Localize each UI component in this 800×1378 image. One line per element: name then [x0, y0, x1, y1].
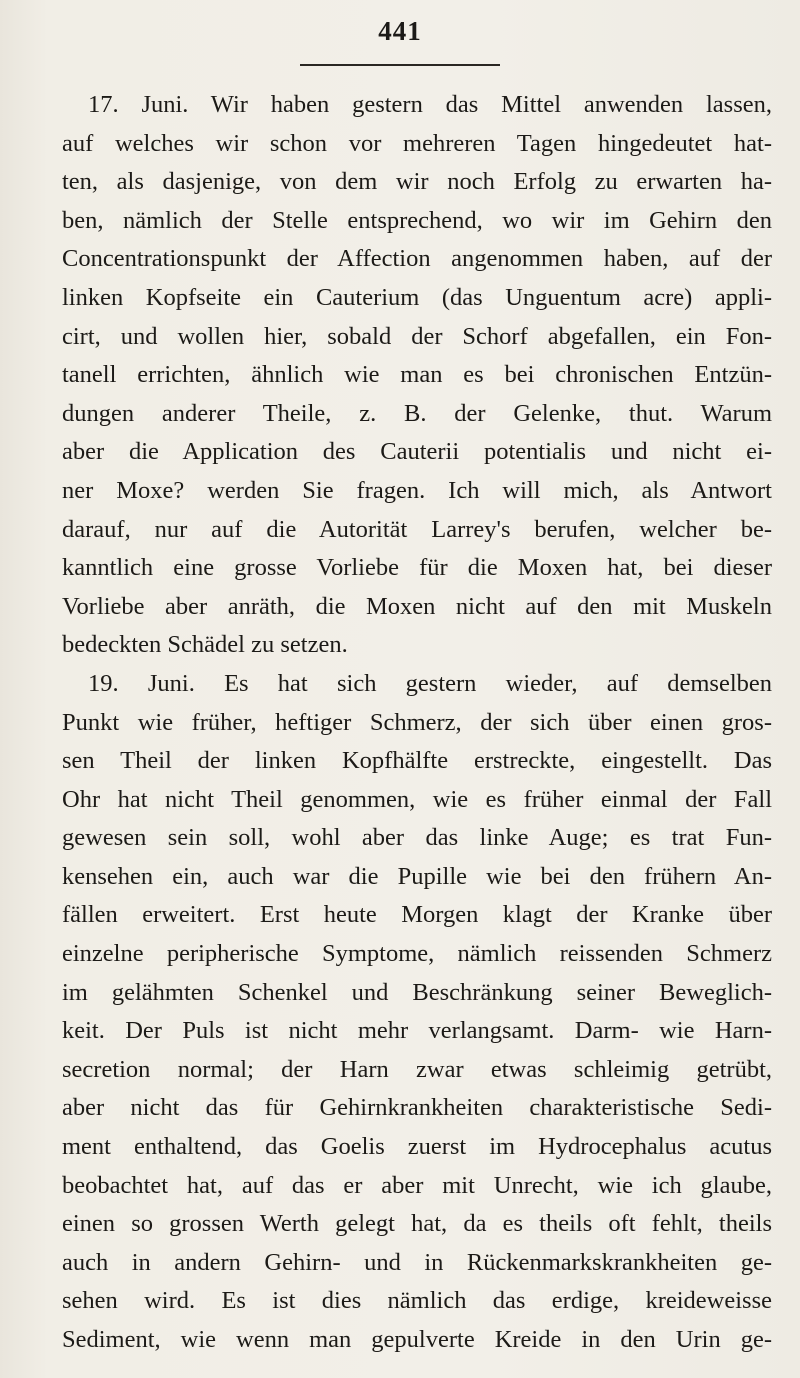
text-line: beobachtet hat, auf das er aber mit Unrecht, wie ich glaube, [62, 1171, 772, 1199]
text-line: linken Kopfseite ein Cauterium (das Unguentum acre) appli- [62, 283, 772, 311]
page-number: 441 [378, 16, 422, 46]
text-line: im gelähmten Schenkel und Beschränkung seiner Beweglich- [62, 978, 772, 1006]
text-line: cirt, und wollen hier, sobald der Schorf abgefallen, ein Fon- [62, 322, 772, 350]
text-line: fällen erweitert. Erst heute Morgen klagt der Kranke über [62, 901, 772, 929]
text-line: aber die Application des Cauterii potentialis und nicht ei- [62, 438, 772, 466]
text-line: gewesen sein soll, wohl aber das linke Auge; es trat Fun- [62, 824, 772, 852]
body-text [62, 86, 772, 1360]
text-line: dungen anderer Theile, z. B. der Gelenke, thut. Warum [62, 399, 772, 427]
text-line: ben, nämlich der Stelle entsprechend, wo wir im Gehirn den [62, 206, 772, 234]
text-line: aber nicht das für Gehirnkrankheiten charakteristische Sedi- [62, 1094, 772, 1122]
text-line: keit. Der Puls ist nicht mehr verlangsamt. Darm- wie Harn- [62, 1017, 772, 1045]
text-line: sen Theil der linken Kopfhälfte erstreckte, eingestellt. Das [62, 747, 772, 775]
text-line: kanntlich eine grosse Vorliebe für die Moxen hat, bei dieser [62, 554, 772, 582]
text-line: Punkt wie früher, heftiger Schmerz, der sich über einen gros- [62, 708, 772, 736]
text-line: ner Moxe? werden Sie fragen. Ich will mich, als Antwort [62, 476, 772, 504]
text-line: 19. Juni. Es hat sich gestern wieder, auf demselben [88, 669, 772, 697]
text-line: 17. Juni. Wir haben gestern das Mittel anwenden lassen, [88, 91, 772, 118]
text-line: ment enthaltend, das Goelis zuerst im Hydrocephalus acutus [62, 1133, 772, 1161]
text-line: tanell errichten, ähnlich wie man es bei chronischen Entzün- [62, 361, 772, 389]
text-line: kensehen ein, auch war die Pupille wie bei den frühern An- [62, 862, 772, 890]
header-rule [300, 64, 500, 66]
text-line: darauf, nur auf die Autorität Larrey's berufen, welcher be- [62, 515, 772, 543]
text-line: ten, als dasjenige, von dem wir noch Erfolg zu erwarten ha- [62, 168, 772, 196]
text-line: Ohr hat nicht Theil genommen, wie es früher einmal der Fall [62, 785, 772, 813]
text-line: auch in andern Gehirn- und in Rückenmarkskrankheiten ge- [62, 1248, 772, 1276]
text-line: sehen wird. Es ist dies nämlich das erdige, kreideweisse [62, 1287, 772, 1315]
text-line: einzelne peripherische Symptome, nämlich reissenden Schmerz [62, 940, 772, 968]
text-line: secretion normal; der Harn zwar etwas schleimig getrübt, [62, 1055, 772, 1083]
text-line: Sediment, wie wenn man gepulverte Kreide in den Urin ge- [62, 1326, 772, 1353]
text-line: einen so grossen Werth gelegt hat, da es theils oft fehlt, theils [62, 1210, 772, 1238]
text-line: Vorliebe aber anräth, die Moxen nicht auf den mit Muskeln [62, 592, 772, 620]
text-line: auf welches wir schon vor mehreren Tagen hingedeutet hat- [62, 129, 772, 157]
text-line: Concentrationspunkt der Affection angenommen haben, auf der [62, 245, 772, 273]
text-line: bedeckten Schädel zu setzen. [62, 631, 348, 659]
